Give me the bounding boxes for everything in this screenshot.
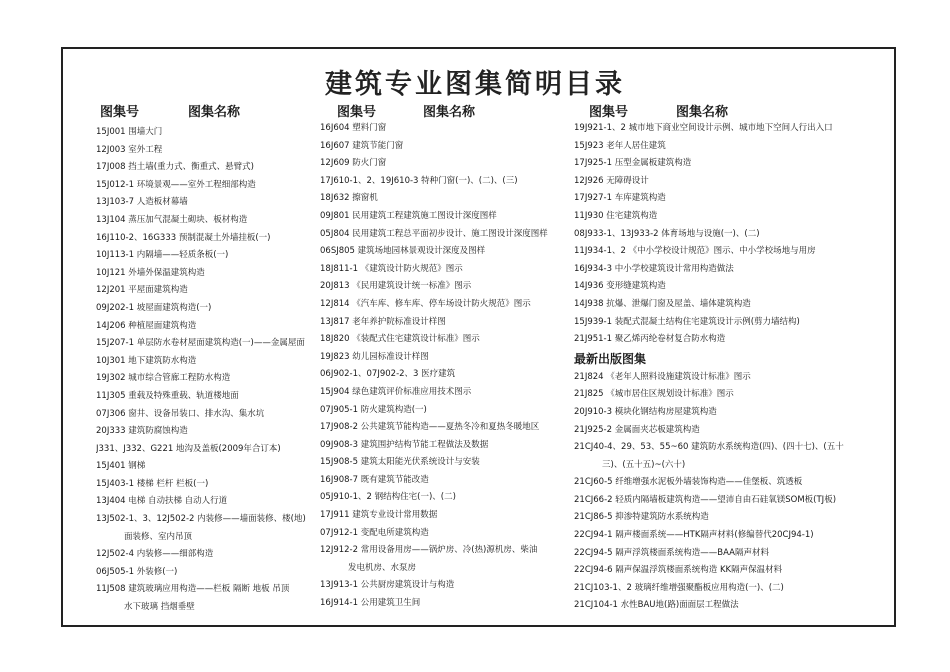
catalog-entry: 11J305 重载及特殊重载、轨道楼地面 — [96, 390, 239, 401]
catalog-entry: 21J951-1 聚乙烯丙纶卷材复合防水构造 — [574, 334, 726, 345]
catalog-entry: 19J823 幼儿园标准设计样图 — [320, 351, 429, 362]
catalog-entry: 12J609 防火门窗 — [320, 158, 387, 169]
catalog-entry: 21J925-2 金属面夹芯板建筑构造 — [574, 424, 700, 435]
catalog-entry: 三)、(五十五)~(六十) — [602, 459, 686, 470]
catalog-entry: 水下玻璃 挡烟垂壁 — [124, 602, 195, 613]
catalog-entry: 15J403-1 楼梯 栏杆 栏板(一) — [96, 478, 209, 489]
catalog-entry: 22CJ94-6 隔声保温浮筑楼面系统构造 KK隔声保温材料 — [574, 565, 783, 576]
catalog-entry: 06J902-1、07J902-2、3 医疗建筑 — [320, 369, 456, 380]
catalog-entry: 面装修、室内吊顶 — [124, 531, 193, 542]
catalog-entry: 15J904 绿色建筑评价标准应用技术图示 — [320, 386, 472, 397]
catalog-entry: 12J926 无障碍设计 — [574, 175, 649, 186]
column-header-name: 图集名称 — [188, 105, 241, 120]
catalog-entry: 12J814 《汽车库、修车库、停车场设计防火规范》图示 — [320, 298, 531, 309]
new-section-title: 最新出版图集 — [574, 351, 647, 366]
catalog-entry: 21J825 《城市居住区规划设计标准》图示 — [574, 389, 734, 400]
catalog-entry: 13J404 电梯 自动扶梯 自动人行道 — [96, 496, 228, 507]
catalog-entry: 18J820 《装配式住宅建筑设计标准》图示 — [320, 334, 480, 345]
catalog-entry: 22CJ94-5 隔声浮筑楼面系统构造——BAA隔声材料 — [574, 547, 769, 558]
catalog-entry: 17J911 建筑专业设计常用数据 — [320, 510, 438, 521]
catalog-entry: 16J914-1 公用建筑卫生间 — [320, 598, 421, 609]
catalog-entry: 17J008 挡土墙(重力式、衡重式、悬臂式) — [96, 162, 254, 173]
catalog-entry: 17J908-2 公共建筑节能构造——夏热冬冷和夏热冬暖地区 — [320, 422, 540, 433]
catalog-entry: 19J302 城市综合管廊工程防水构造 — [96, 373, 231, 384]
catalog-entry: 14J206 种植屋面建筑构造 — [96, 320, 197, 331]
catalog-entry: 13J103-7 人造板材幕墙 — [96, 197, 188, 208]
catalog-entry: 17J610-1、2、19J610-3 特种门窗(一)、(二)、(三) — [320, 175, 518, 186]
catalog-entry: 16J607 建筑节能门窗 — [320, 140, 404, 151]
catalog-entry: 21CJ104-1 水性BAU地(路)面面层工程做法 — [574, 600, 739, 611]
column-header-code: 图集号 — [337, 105, 377, 120]
catalog-entry: 11J934-1、2 《中小学校设计规范》图示、中小学校场地与用房 — [574, 246, 816, 257]
catalog-entry: 15J401 钢梯 — [96, 461, 146, 472]
catalog-entry: 10J113-1 内隔墙——轻质条板(一) — [96, 250, 229, 261]
catalog-entry: J331、J332、G221 地沟及盖板(2009年合订本) — [96, 443, 281, 454]
column-header-name: 图集名称 — [676, 105, 729, 120]
catalog-column-3 — [574, 120, 874, 615]
catalog-entry: 19J921-1、2 城市地下商业空间设计示例、城市地下空间人行出入口 — [574, 123, 833, 133]
catalog-entry: 15J001 围墙大门 — [96, 127, 163, 137]
catalog-column-1 — [96, 124, 311, 617]
page-title: 建筑专业图集简明目录 — [325, 69, 625, 100]
catalog-entry: 06J505-1 外装修(一) — [96, 566, 178, 577]
catalog-entry: 05J910-1、2 钢结构住宅(一)、(二) — [320, 492, 456, 503]
catalog-entry: 15J012-1 环境景观——室外工程细部构造 — [96, 179, 256, 190]
catalog-entry: 05J804 民用建筑工程总平面初步设计、施工图设计深度图样 — [320, 228, 548, 239]
catalog-entry: 13J104 蒸压加气混凝土砌块、板材构造 — [96, 214, 248, 225]
catalog-list-existing — [574, 120, 874, 349]
catalog-entry: 07J912-1 变配电所建筑构造 — [320, 527, 429, 538]
catalog-entry: 21CJ66-2 轻质内隔墙板建筑构造——望沛自由石硅氧镁SOM板(TJ板) — [574, 494, 837, 505]
column-header-name: 图集名称 — [423, 105, 476, 120]
catalog-entry: 10J121 外墙外保温建筑构造 — [96, 267, 205, 278]
catalog-entry: 14J936 变形缝建筑构造 — [574, 281, 666, 292]
catalog-entry: 21CJ86-5 抑渗特建筑防水系统构造 — [574, 512, 709, 523]
catalog-entry: 16J110-2、16G333 预制混凝土外墙挂板(一) — [96, 232, 271, 243]
catalog-entry: 17J927-1 车库建筑构造 — [574, 193, 666, 204]
catalog-entry: 08J933-1、13J933-2 体育场地与设施(一)、(二) — [574, 228, 760, 239]
catalog-entry: 16J908-7 既有建筑节能改造 — [320, 474, 429, 485]
catalog-entry: 16J934-3 中小学校建筑设计常用构造做法 — [574, 263, 734, 274]
catalog-entry: 06SJ805 建筑场地园林景观设计深度及图样 — [320, 246, 486, 257]
catalog-entry: 09J202-1 坡屋面建筑构造(一) — [96, 302, 212, 313]
catalog-entry: 15J939-1 装配式混凝土结构住宅建筑设计示例(剪力墙结构) — [574, 316, 800, 327]
catalog-entry: 15J923 老年人居住建筑 — [574, 140, 666, 151]
catalog-entry: 22CJ94-1 隔声楼面系统——HTK隔声材料(修编替代20CJ94-1) — [574, 530, 814, 541]
catalog-entry: 13J502-1、3、12J502-2 内装修——墙面装修、楼(地) — [96, 514, 306, 525]
catalog-entry: 18J811-1 《建筑设计防火规范》图示 — [320, 263, 463, 274]
column-header-code: 图集号 — [589, 105, 629, 120]
catalog-entry: 18J632 擦窗机 — [320, 193, 378, 204]
catalog-entry: 12J201 平屋面建筑构造 — [96, 285, 188, 296]
catalog-entry: 21CJ40-4、29、53、55~60 建筑防水系统构造(四)、(四十七)、(五十 — [574, 442, 844, 453]
catalog-entry: 11J508 建筑玻璃应用构造——栏板 隔断 地板 吊顶 — [96, 584, 290, 595]
catalog-entry: 17J925-1 压型金属板建筑构造 — [574, 158, 692, 169]
catalog-entry: 13J913-1 公共厨房建筑设计与构造 — [320, 580, 455, 591]
catalog-entry: 发电机房、水泵房 — [348, 562, 417, 573]
catalog-entry: 21CJ103-1、2 玻璃纤维增强聚酯板应用构造(一)、(二) — [574, 582, 784, 593]
catalog-entry: 14J938 抗爆、泄爆门窗及屋盖、墙体建筑构造 — [574, 298, 751, 309]
catalog-entry: 20J910-3 模块化钢结构房屋建筑构造 — [574, 406, 717, 417]
catalog-entry: 20J813 《民用建筑设计统一标准》图示 — [320, 281, 472, 292]
catalog-entry: 09J801 民用建筑工程建筑施工图设计深度图样 — [320, 210, 497, 221]
catalog-entry: 20J333 建筑防腐蚀构造 — [96, 426, 188, 437]
catalog-entry: 11J930 住宅建筑构造 — [574, 210, 658, 221]
catalog-entry: 07J306 窗井、设备吊装口、排水沟、集水坑 — [96, 408, 265, 419]
catalog-list-new — [574, 369, 874, 615]
catalog-entry: 15J207-1 单层防水卷材屋面建筑构造(一)——金属屋面 — [96, 338, 305, 349]
catalog-entry: 13J817 老年养护院标准设计样图 — [320, 316, 446, 327]
column-header-code: 图集号 — [100, 105, 140, 120]
catalog-entry: 21CJ60-5 纤维增强水泥板外墙装饰构造——佳堡板、筑透板 — [574, 477, 803, 488]
catalog-entry: 12J912-2 常用设备用房——锅炉房、冷(热)源机房、柴油 — [320, 545, 538, 556]
catalog-entry: 15J908-5 建筑太阳能光伏系统设计与安装 — [320, 457, 480, 468]
catalog-entry: 10J301 地下建筑防水构造 — [96, 355, 197, 366]
catalog-column-2 — [320, 120, 560, 613]
catalog-entry: 12J003 室外工程 — [96, 144, 163, 155]
catalog-entry: 16J604 塑料门窗 — [320, 123, 387, 133]
catalog-entry: 21J824 《老年人照料设施建筑设计标准》图示 — [574, 371, 751, 382]
catalog-entry: 12J502-4 内装修——细部构造 — [96, 549, 214, 560]
catalog-entry: 09J908-3 建筑围护结构节能工程做法及数据 — [320, 439, 489, 450]
catalog-entry: 07J905-1 防火建筑构造(一) — [320, 404, 427, 415]
